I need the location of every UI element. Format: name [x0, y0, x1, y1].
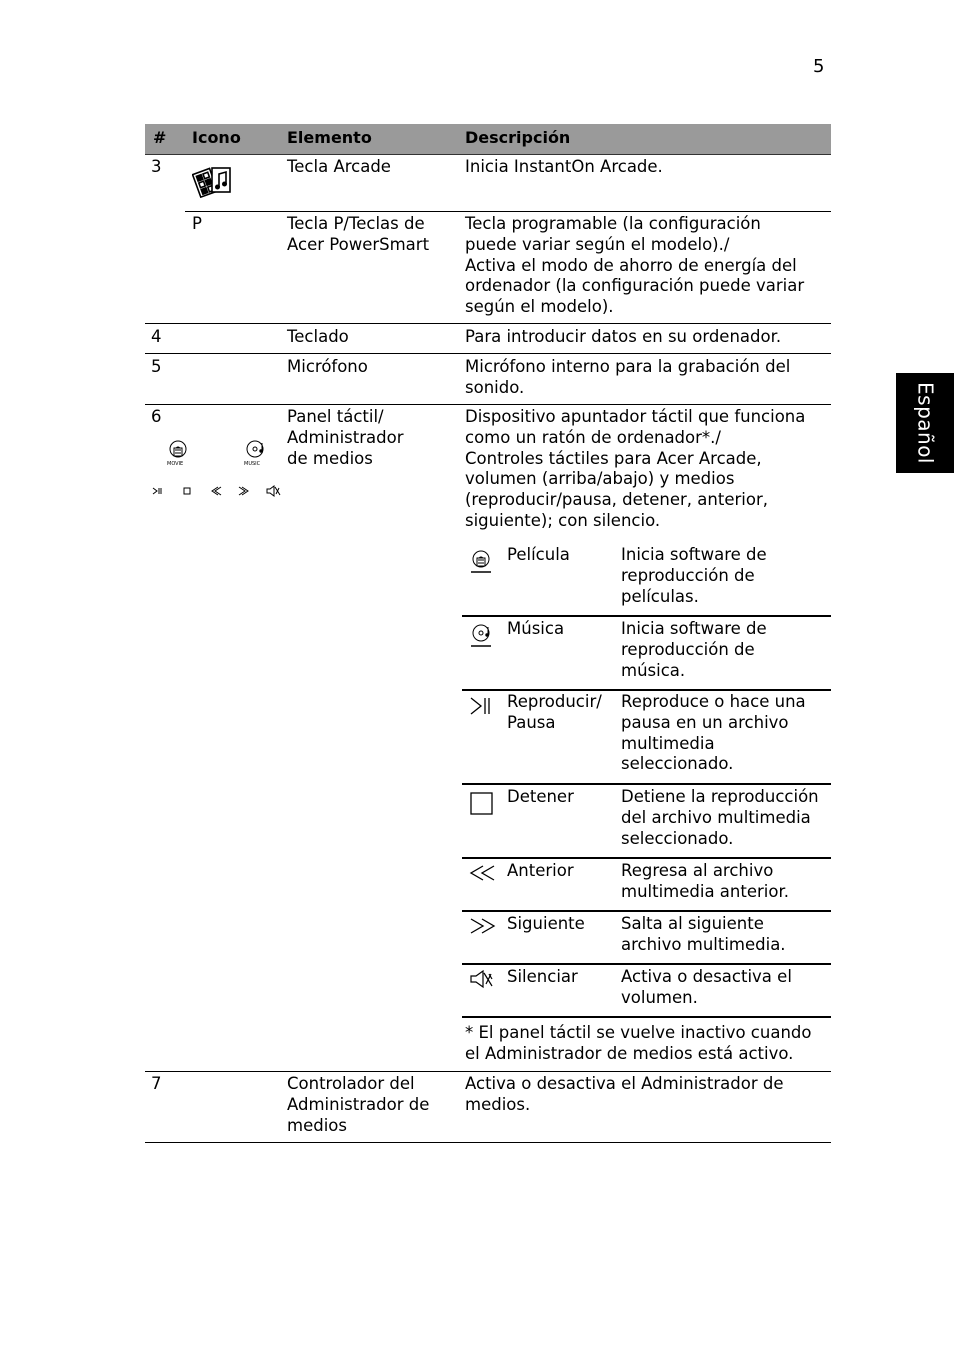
- sub-music-desc: Inicia software de reproducción de música.: [621, 619, 767, 680]
- row5-description: Micrófono interno para la grabación del sonido.: [465, 357, 791, 397]
- row4-description: Para introducir datos en su ordenador.: [465, 327, 782, 346]
- row3-element: Tecla Arcade: [287, 157, 391, 176]
- sub-previous-desc: Regresa al archivo multimedia anterior.: [621, 861, 789, 901]
- svg-text:MOVIE: MOVIE: [167, 461, 184, 466]
- touchpad-next-icon: [236, 484, 252, 498]
- divider: [462, 783, 831, 785]
- movie-icon: [469, 548, 495, 576]
- row-p-description: Tecla programable (la configuración puede variar según el modelo)./ Activa el modo de ahorro de energía del ordenador (la configuración puede variar según el modelo).: [465, 214, 805, 317]
- row4-element: Teclado: [287, 327, 349, 346]
- divider: [462, 963, 831, 965]
- row3-description: Inicia InstantOn Arcade.: [465, 157, 663, 176]
- touchpad-mute-icon: [264, 484, 282, 498]
- play-pause-icon: [469, 695, 495, 717]
- sub-play-pause-name: Reproducir/ Pausa: [507, 692, 602, 732]
- touchpad-previous-icon: [208, 484, 224, 498]
- previous-icon: [469, 863, 497, 883]
- divider: [145, 323, 831, 324]
- arcade-icon: [192, 162, 234, 200]
- sub-movie-desc: Inicia software de reproducción de películas.: [621, 545, 767, 606]
- row5-num: 5: [151, 357, 162, 376]
- row6-num: 6: [151, 407, 162, 426]
- row7-description: Activa o desactiva el Administrador de medios.: [465, 1074, 784, 1114]
- header-num: #: [153, 128, 167, 147]
- divider: [462, 910, 831, 912]
- music-icon: [469, 622, 495, 650]
- row-p-element: Tecla P/Teclas de Acer PowerSmart: [287, 214, 430, 254]
- header-icon: Icono: [192, 128, 241, 147]
- sub-play-pause-desc: Reproduce o hace una pausa en un archivo multimedia seleccionado.: [621, 692, 806, 774]
- mute-icon: [469, 968, 497, 990]
- divider: [145, 1071, 831, 1072]
- divider: [462, 1016, 831, 1018]
- table-bottom-border: [145, 1142, 831, 1143]
- touchpad-play-pause-icon: [150, 484, 166, 498]
- row7-num: 7: [151, 1074, 162, 1093]
- next-icon: [469, 916, 497, 936]
- divider: [462, 857, 831, 859]
- divider: [185, 211, 831, 212]
- sub-stop-name: Detener: [507, 787, 574, 806]
- divider: [145, 353, 831, 354]
- sub-previous-name: Anterior: [507, 861, 574, 880]
- divider: [462, 615, 831, 617]
- touchpad-stop-icon: [180, 484, 194, 498]
- page-number: 5: [813, 56, 825, 77]
- powersmart-key-label: P: [192, 214, 202, 233]
- row7-element: Controlador del Administrador de medios: [287, 1074, 430, 1135]
- divider: [145, 404, 831, 405]
- row6-element: Panel táctil/ Administrador de medios: [287, 407, 404, 468]
- sub-stop-desc: Detiene la reproducción del archivo multimedia seleccionado.: [621, 787, 819, 848]
- row4-num: 4: [151, 327, 162, 346]
- sub-music-name: Música: [507, 619, 565, 638]
- language-tab: Español: [896, 373, 954, 473]
- sub-next-name: Siguiente: [507, 914, 585, 933]
- sub-mute-desc: Activa o desactiva el volumen.: [621, 967, 792, 1007]
- divider: [462, 689, 831, 691]
- touchpad-movie-icon: [165, 438, 193, 466]
- svg-text:MUSIC: MUSIC: [244, 461, 261, 466]
- row3-num: 3: [151, 157, 162, 176]
- row6-description: Dispositivo apuntador táctil que funciona como un ratón de ordenador*./ Controles táctiles para Acer Arcade, volumen (arriba/abajo) y medios (reproducir/pausa, detener, anterior, siguiente); con silencio.: [465, 407, 806, 530]
- stop-icon: [469, 791, 495, 817]
- touchpad-music-icon: [242, 438, 270, 466]
- table-header: [145, 124, 831, 155]
- sub-movie-name: Película: [507, 545, 570, 564]
- row5-element: Micrófono: [287, 357, 368, 376]
- header-element: Elemento: [287, 128, 372, 147]
- sub-mute-name: Silenciar: [507, 967, 578, 986]
- footnote: * El panel táctil se vuelve inactivo cuando el Administrador de medios está activo.: [465, 1023, 812, 1063]
- header-description: Descripción: [465, 128, 571, 147]
- sub-next-desc: Salta al siguiente archivo multimedia.: [621, 914, 786, 954]
